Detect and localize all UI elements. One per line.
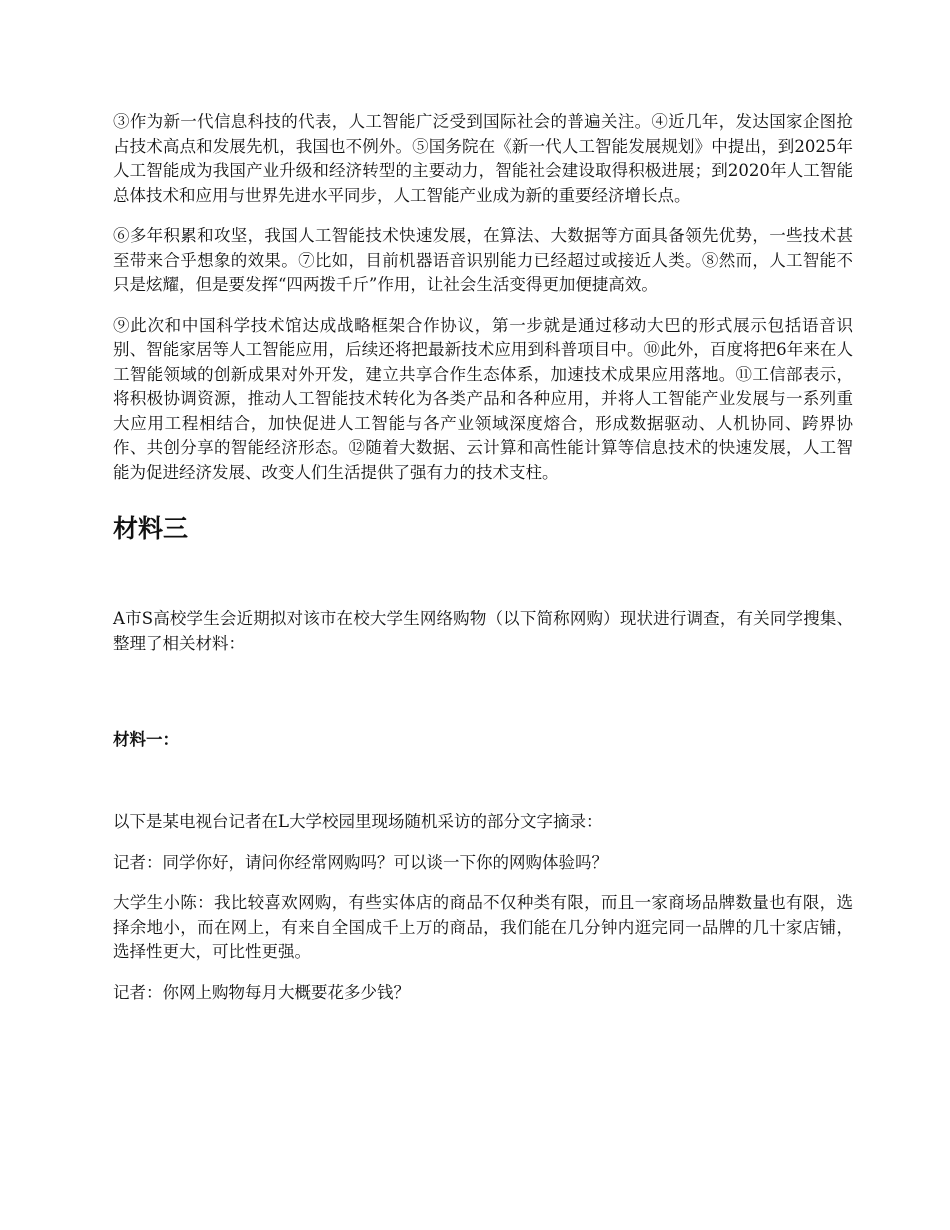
paragraph-reporter-question-1: 记者：同学你好，请问你经常网购吗？可以谈一下你的网购体验吗？: [113, 852, 608, 872]
spacer: [113, 549, 853, 607]
paragraph-reporter-question-2: 记者：你网上购物每月大概要花多少钱？: [113, 982, 410, 1002]
document-page: [113, 110, 853, 1021]
paragraph-student-answer: 大学生小陈：我比较喜欢网购，有些实体店的商品不仅种类有限，而且一家商场品牌数量也有限，选择余地小，而在网上，有来自全国成千上万的商品，我们能在几分钟内逛完同一品牌的几十家店铺，选择性更大，可比性更强。: [113, 893, 853, 961]
paragraph-ai-policy: ③作为新一代信息科技的代表，人工智能广泛受到国际社会的普遍关注。④近几年，发达国家企图抢占技术高点和发展先机，我国也不例外。⑤国务院在《新一代人工智能发展规划》中提出，到2025年人工智能成为我国产业升级和经济转型的主要动力，智能社会建设取得积极进展；到2020年人工智能总体技术和应用与世界先进水平同步，人工智能产业成为新的重要经济增长点。: [113, 112, 853, 205]
spacer: [113, 672, 853, 728]
sub-heading-material-one: 材料一：: [113, 730, 179, 749]
paragraph-interview-intro: 以下是某电视台记者在L大学校园里现场随机采访的部分文字摘录：: [113, 812, 603, 831]
paragraph-ai-progress: ⑥多年积累和攻坚，我国人工智能技术快速发展，在算法、大数据等方面具备领先优势，一些技术甚至带来合乎想象的效果。⑦比如，目前机器语音识别能力已经超过或接近人类。⑧然而，人工智能不只是炫耀，但是要发挥“四两拨千斤”作用，让社会生活变得更加便捷高效。: [113, 226, 853, 294]
paragraph-survey-intro: A市S高校学生会近期拟对该市在校大学生网络购物（以下简称网购）现状进行调查，有关同学搜集、整理了相关材料：: [113, 609, 853, 653]
spacer: [113, 752, 853, 810]
section-heading-material-three: 材料三: [113, 514, 189, 543]
paragraph-ai-cooperation: ⑨此次和中国科学技术馆达成战略框架合作协议，第一步就是通过移动大巴的形式展示包括语音识别、智能家居等人工智能应用，后续还将把最新技术应用到科普项目中。⑩此外，百度将把6年来在人工智能领域的创新成果对外开发，建立共享合作生态体系，加速技术成果应用落地。⑪工信部表示，将积极协调资源，推动人工智能技术转化为各类产品和各种应用，并将人工智能产业发展与一系列重大应用工程相结合，加快促进人工智能与各产业领域深度熔合，形成数据驱动、人机协同、跨界协作、共创分享的智能经济形态。⑫随着大数据、云计算和高性能计算等信息技术的快速发展，人工智能为促进经济发展、改变人们生活提供了强有力的技术支柱。: [113, 315, 853, 482]
